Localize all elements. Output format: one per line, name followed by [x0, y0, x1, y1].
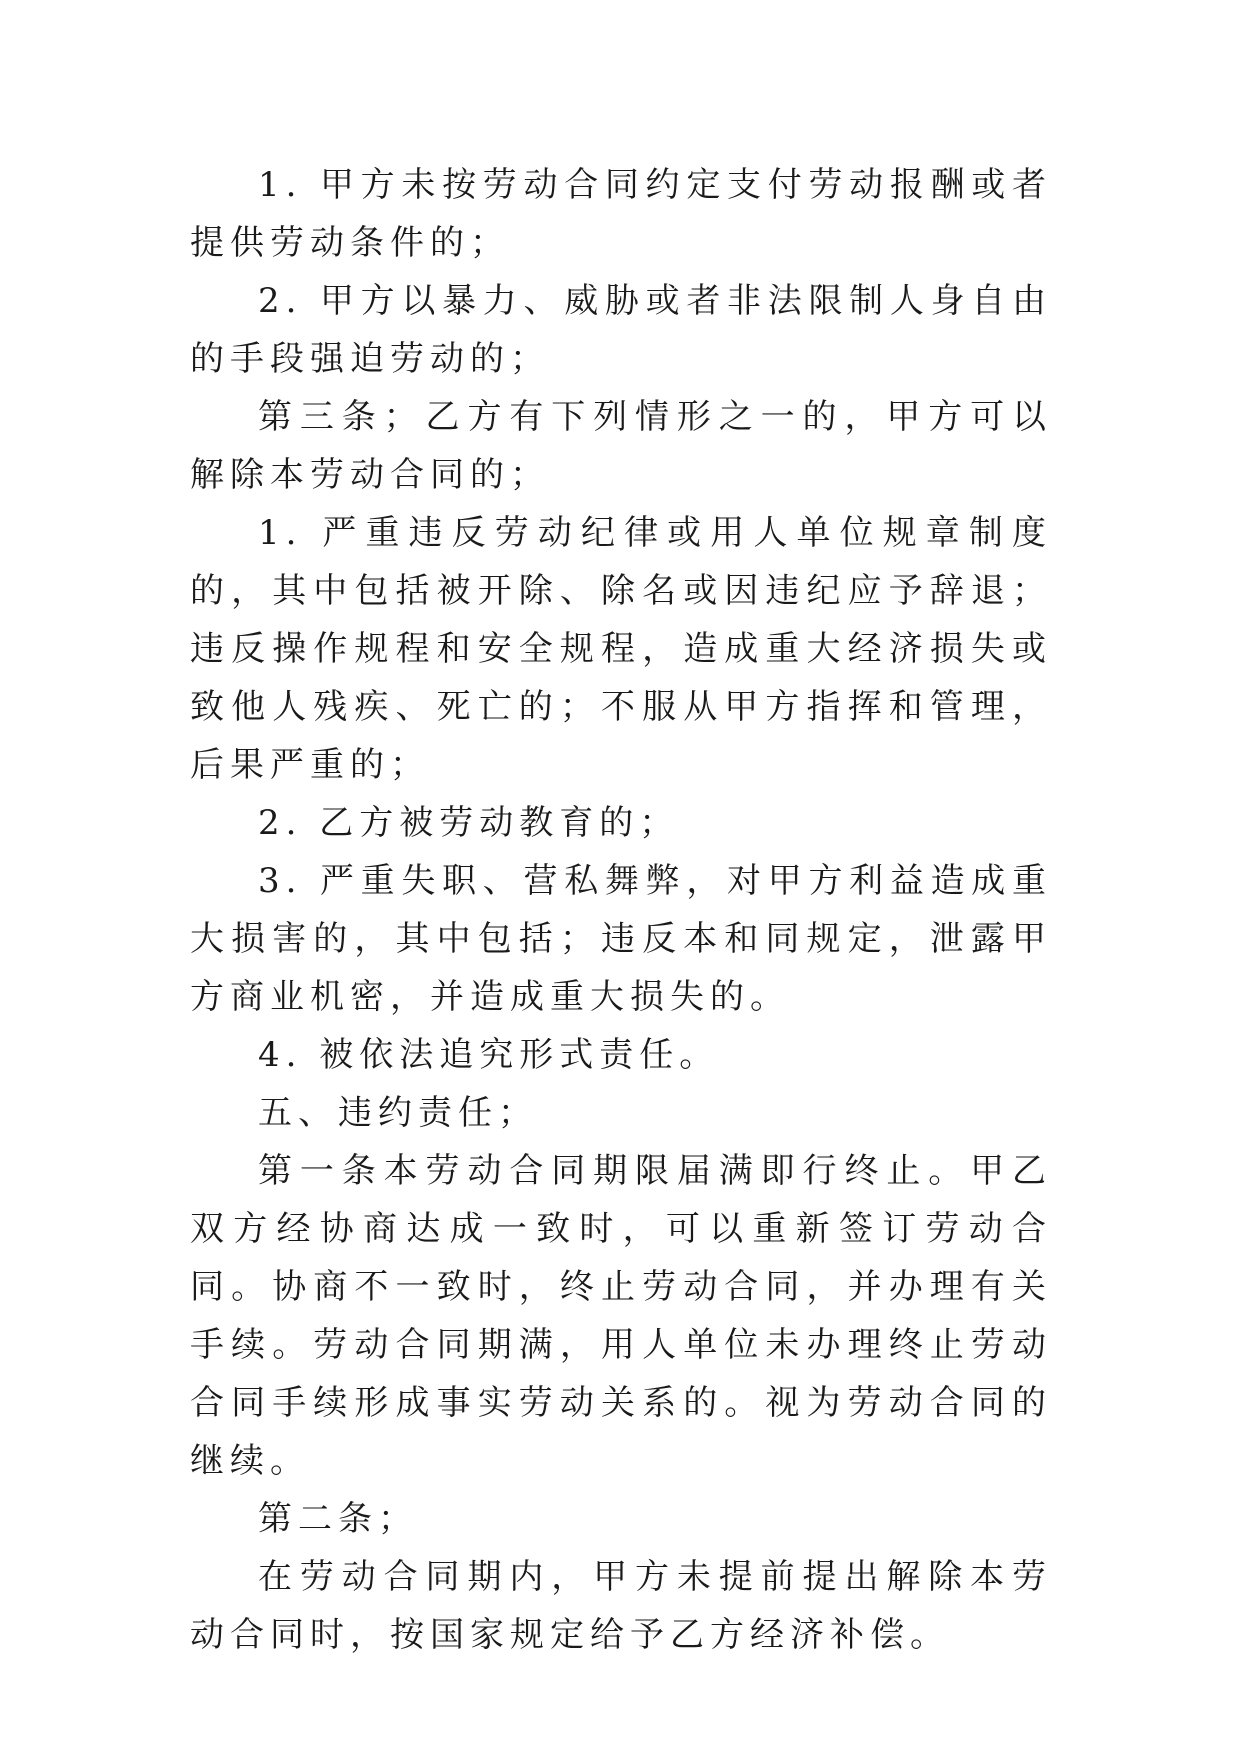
paragraph-clause-2: 2. 甲方以暴力、威胁或者非法限制人身自由的手段强迫劳动的；: [190, 281, 1052, 379]
paragraph-article-3: 第三条；乙方有下列情形之一的，甲方可以解除本劳动合同的；: [190, 397, 1052, 495]
paragraph-item-3: 3. 严重失职、营私舞弊，对甲方利益造成重大损害的，其中包括；违反本和同规定，泄露甲方商业机密，并造成重大损失的。: [190, 861, 1052, 1017]
paragraph-article-2-heading: 第二条；: [258, 1499, 418, 1539]
paragraph-compensation: 在劳动合同期内，甲方未提前提出解除本劳动合同时，按国家规定给予乙方经济补偿。: [190, 1557, 1052, 1655]
section-heading-liability: 五、违约责任；: [258, 1093, 538, 1133]
paragraph-article-1: 第一条本劳动合同期限届满即行终止。甲乙双方经协商达成一致时，可以重新签订劳动合同。协商不一致时，终止劳动合同，并办理有关手续。劳动合同期满，用人单位未办理终止劳动合同手续形成事实劳动关系的。视为劳动合同的继续。: [190, 1151, 1052, 1481]
paragraph-item-4: 4. 被依法追究形式责任。: [258, 1035, 720, 1075]
document-body: [190, 156, 1052, 1664]
paragraph-clause-1: 1. 甲方未按劳动合同约定支付劳动报酬或者提供劳动条件的；: [190, 165, 1052, 263]
paragraph-item-1: 1. 严重违反劳动纪律或用人单位规章制度的，其中包括被开除、除名或因违纪应予辞退；违反操作规程和安全规程，造成重大经济损失或致他人残疾、死亡的；不服从甲方指挥和管理，后果严重的；: [190, 513, 1052, 785]
paragraph-item-2: 2. 乙方被劳动教育的；: [258, 803, 680, 843]
